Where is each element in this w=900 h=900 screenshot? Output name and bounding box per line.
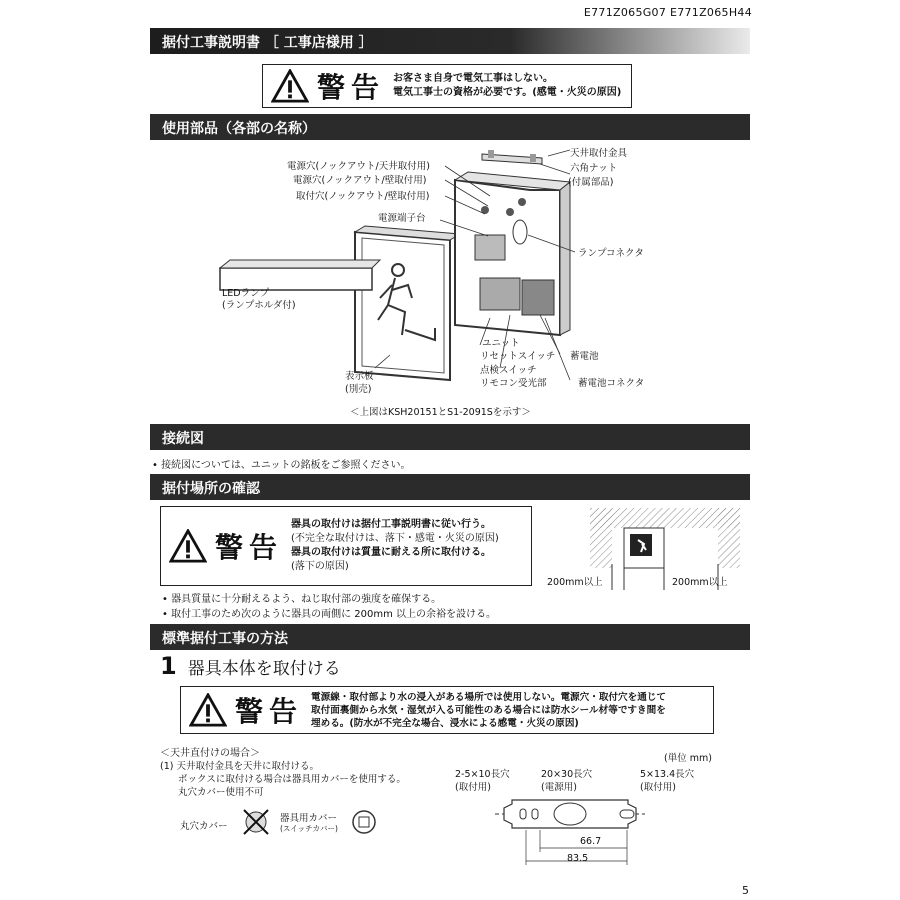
fixture-cover-icon bbox=[350, 808, 378, 836]
label-check-switch: 点検スイッチ bbox=[480, 365, 537, 376]
page-number: 5 bbox=[742, 884, 749, 897]
clearance-right-label: 200mm以上 bbox=[672, 577, 728, 588]
label-battery-connector: 蓄電池コネクタ bbox=[578, 378, 645, 389]
slot-center-label: 20×30長穴 bbox=[541, 769, 593, 780]
unit-note: (単位 mm) bbox=[664, 753, 712, 764]
warning-label: 警告 bbox=[317, 71, 386, 104]
section-header-parts: 使用部品（各部の名称） bbox=[150, 114, 750, 140]
instruction-1: (1) 天井取付金具を天井に取付ける。 bbox=[160, 761, 319, 772]
model-numbers: E771Z065G07 E771Z065H44 bbox=[583, 6, 752, 19]
parts-caption: ＜上図はKSH20151とS1-2091Sを示す＞ bbox=[350, 407, 531, 418]
warning-line: 器具の取付けは質量に耐える所に取付ける。 bbox=[291, 547, 492, 558]
fixture-cover-sub: (スイッチカバー) bbox=[280, 824, 338, 833]
section-header-location: 据付場所の確認 bbox=[150, 474, 750, 500]
dimension-66-7: 66.7 bbox=[580, 836, 602, 847]
slot-left-label: 2-5×10長穴 bbox=[455, 769, 510, 780]
label-battery: 蓄電池 bbox=[570, 351, 599, 362]
label-mount-hole-wall: 取付穴(ノックアウト/壁取付用) bbox=[296, 191, 430, 202]
label-display-panel: 表示板 bbox=[345, 371, 374, 382]
parts-diagram bbox=[150, 140, 750, 410]
slot-right-sub: (取付用) bbox=[640, 782, 676, 793]
slot-left-sub: (取付用) bbox=[455, 782, 491, 793]
location-warning-box bbox=[160, 506, 532, 586]
section-header-wiring: 接続図 bbox=[150, 424, 750, 450]
round-cover-icon bbox=[242, 808, 270, 836]
step-number: 1 bbox=[160, 652, 177, 680]
top-warning-box bbox=[262, 64, 632, 108]
warning-triangle-icon bbox=[271, 69, 309, 103]
label-ceiling-bracket: 天井取付金具 bbox=[570, 148, 628, 159]
warning-line: (不完全な取付けは、落下・感電・火災の原因) bbox=[291, 533, 499, 544]
label-hex-nut: 六角ナット bbox=[570, 163, 618, 174]
warning-line: 器具の取付けは据付工事説明書に従い行う。 bbox=[291, 519, 492, 530]
label-remote-receiver: リモコン受光部 bbox=[480, 378, 547, 389]
warning-line: 埋める。(防水が不完全な場合、浸水による感電・火災の原因) bbox=[311, 717, 579, 729]
label-terminal-block: 電源端子台 bbox=[378, 213, 426, 224]
label-display-panel-sub: (別売) bbox=[345, 384, 372, 395]
fixture-cover-label: 器具用カバー bbox=[280, 813, 338, 824]
label-reset-switch: リセットスイッチ bbox=[480, 351, 556, 362]
warning-line: 取付面裏側から水気・湿気が入る可能性のある場合には防水シール材等ですき間を bbox=[311, 704, 666, 716]
label-led-lamp: LEDランプ bbox=[222, 288, 270, 299]
install-warning-box bbox=[180, 686, 714, 734]
step-heading bbox=[160, 652, 341, 680]
warning-label: 警告 bbox=[235, 695, 304, 728]
warning-line: 電気工事士の資格が必要です。(感電・火災の原因) bbox=[393, 87, 622, 98]
warning-line: (落下の原因) bbox=[291, 561, 349, 572]
warning-triangle-icon bbox=[189, 693, 227, 727]
instruction-3: 丸穴カバー使用不可 bbox=[178, 787, 264, 798]
label-unit: ユニット bbox=[482, 338, 520, 349]
location-note: • 器具質量に十分耐えるよう、ねじ取付部の強度を確保する。 bbox=[162, 594, 442, 605]
warning-line: 電源線・取付部より水の浸入がある場所では使用しない。電源穴・取付穴を通じて bbox=[311, 691, 666, 703]
round-cover-label: 丸穴カバー bbox=[180, 821, 228, 832]
label-power-hole-ceiling: 電源穴(ノックアウト/天井取付用) bbox=[287, 161, 430, 172]
subheading-ceiling: ＜天井直付けの場合＞ bbox=[160, 748, 260, 759]
step-title: 器具本体を取付ける bbox=[187, 659, 341, 679]
section-header-install: 標準据付工事の方法 bbox=[150, 624, 750, 650]
warning-label: 警告 bbox=[215, 531, 284, 564]
label-led-lamp-sub: (ランプホルダ付) bbox=[222, 300, 296, 311]
warning-triangle-icon bbox=[169, 529, 207, 563]
document-title: 据付工事説明書 ［ 工事店様用 ］ bbox=[150, 28, 750, 54]
label-power-hole-wall: 電源穴(ノックアウト/壁取付用) bbox=[293, 175, 427, 186]
wiring-note: • 接続図については、ユニットの銘板をご参照ください。 bbox=[152, 460, 411, 471]
label-lamp-connector: ランプコネクタ bbox=[578, 248, 644, 259]
warning-line: お客さま自身で電気工事はしない。 bbox=[393, 73, 554, 84]
location-note: • 取付工事のため次のように器具の両側に 200mm 以上の余裕を設ける。 bbox=[162, 609, 497, 620]
slot-center-sub: (電源用) bbox=[541, 782, 577, 793]
instruction-2: ボックスに取付ける場合は器具用カバーを使用する。 bbox=[178, 774, 406, 785]
slot-right-label: 5×13.4長穴 bbox=[640, 769, 695, 780]
label-hex-nut-sub: (付属部品) bbox=[568, 177, 614, 188]
clearance-left-label: 200mm以上 bbox=[547, 577, 603, 588]
dimension-83-5: 83.5 bbox=[567, 853, 589, 864]
